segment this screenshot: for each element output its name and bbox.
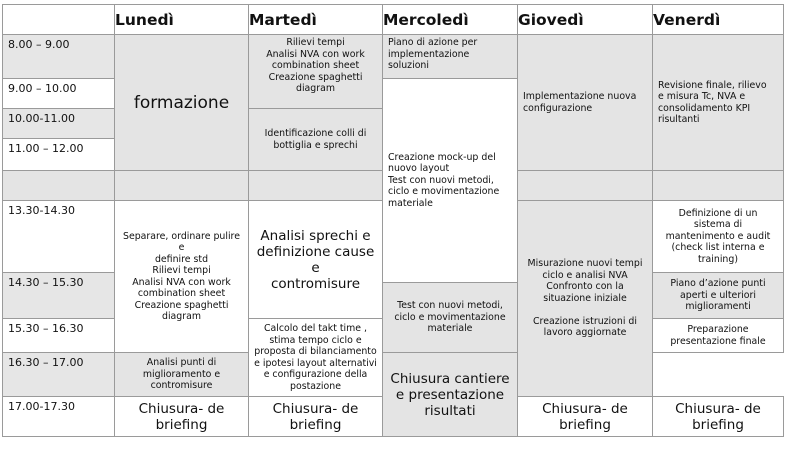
cell-text-line: Piano di azione per <box>388 37 478 48</box>
day-header-monday: Lunedì <box>115 5 249 35</box>
friday-closing-cell <box>383 353 518 437</box>
cell-text-line: risultanti <box>658 114 700 125</box>
friday-afternoon-2 <box>653 273 784 319</box>
cell-text-line: diagram <box>162 311 201 322</box>
time-slot: 15.30 – 16.30 <box>3 319 115 353</box>
monday-closing-cell <box>115 397 249 437</box>
tuesday-afternoon-2 <box>249 319 383 397</box>
cell-text-line: Analisi punti di <box>146 357 217 369</box>
day-header-wednesday: Mercoledì <box>383 5 518 35</box>
cell-text-line: Identificazione colli di <box>264 128 367 139</box>
time-slot: 8.00 – 9.00 <box>3 35 115 79</box>
time-slot: 14.30 – 15.30 <box>3 273 115 319</box>
cell-text-line: Creazione spaghetti <box>134 299 229 311</box>
cell-text-line: soluzioni <box>388 60 429 71</box>
monday-morning-cell: formazione <box>115 35 249 171</box>
cell-text-line: briefing <box>559 416 611 433</box>
cell-text-line: Separare, ordinare pulire e <box>123 230 240 253</box>
header-row <box>3 5 784 35</box>
cell-text-line: materiale <box>388 197 433 209</box>
break-time-slot <box>3 171 115 201</box>
time-slot: 10.00-11.00 <box>3 109 115 139</box>
cell-text-line: mantenimento e audit <box>665 230 771 242</box>
friday-break <box>653 171 784 201</box>
corner-cell <box>3 5 115 35</box>
cell-text-line: ciclo e movimentazione <box>388 186 500 198</box>
cell-text-line: Chiusura- de <box>675 400 761 417</box>
cell-text-line: Test con nuovi metodi, <box>388 174 494 186</box>
cell-text-line: Confronto con la <box>546 281 624 293</box>
wednesday-afternoon-2 <box>115 353 249 397</box>
table-row <box>3 353 784 397</box>
wednesday-closing-cell <box>518 397 653 437</box>
cell-text-line: Creazione spaghetti <box>268 71 363 83</box>
tuesday-break <box>249 171 383 201</box>
table-row <box>3 35 784 79</box>
thursday-afternoon-cell <box>518 201 653 397</box>
cell-text-line: materiale <box>427 323 473 335</box>
cell-text-line: briefing <box>289 416 342 433</box>
cell-text-line: e presentazione <box>395 386 505 403</box>
cell-text-line: miglioramento e <box>142 368 221 380</box>
cell-text-line: e configurazione della <box>263 369 368 380</box>
cell-text-line: Implementazione nuova <box>523 91 637 102</box>
cell-text-line: Calcolo del takt time , <box>263 323 368 334</box>
cell-text-line: nuovo layout <box>388 163 450 175</box>
monday-afternoon-cell <box>115 201 249 353</box>
thursday-break <box>518 171 653 201</box>
cell-text-line: (check list interna e <box>671 242 765 254</box>
cell-text-line: diagram <box>296 83 335 94</box>
friday-afternoon-3 <box>653 319 784 353</box>
monday-break <box>115 171 249 201</box>
cell-text-line: Rilievi tempi <box>152 265 211 276</box>
cell-text-line: proposta di bilanciamento <box>254 346 377 357</box>
time-slot: 9.00 – 10.00 <box>3 79 115 109</box>
day-header-friday: Venerdì <box>653 5 784 35</box>
wednesday-afternoon-1 <box>383 283 518 353</box>
cell-text-line: Rilievi tempi <box>286 37 345 48</box>
cell-text-line: Definizione di un <box>678 207 758 219</box>
wednesday-morning-1 <box>383 35 518 79</box>
cell-text-line: Piano d’azione punti <box>670 278 766 290</box>
cell-text-line: contromisure <box>270 275 361 292</box>
time-slot: 17.00-17.30 <box>3 397 115 437</box>
friday-morning-cell <box>653 35 784 171</box>
weekly-schedule-table <box>2 4 784 437</box>
time-slot: 16.30 – 17.00 <box>3 353 115 397</box>
tuesday-morning-1 <box>249 35 383 109</box>
cell-text-line: postazione <box>290 380 341 392</box>
thursday-closing-cell <box>653 397 784 437</box>
cell-text-line: presentazione finale <box>670 335 766 347</box>
cell-text-line: Analisi NVA con work <box>132 276 231 288</box>
cell-text-line: Analisi sprechi e <box>260 227 371 244</box>
cell-text-line: briefing <box>692 416 744 433</box>
cell-text-line: implementazione <box>388 48 470 60</box>
cell-text-line: Chiusura cantiere <box>390 370 510 387</box>
cell-text-line: Chiusura- de <box>272 400 359 417</box>
cell-text-line: risultati <box>424 402 476 419</box>
tuesday-closing-cell <box>249 397 383 437</box>
cell-text-line: contromisure <box>150 380 213 392</box>
time-slot: 13.30-14.30 <box>3 201 115 273</box>
cell-text-line: Creazione mock-up del <box>388 151 496 163</box>
cell-text-line: sistema di <box>693 219 743 231</box>
day-header-tuesday: Martedì <box>249 5 383 35</box>
cell-text-line: lavoro aggiornate <box>543 327 627 339</box>
cell-text-line: briefing <box>155 416 208 433</box>
friday-afternoon-1 <box>653 201 784 273</box>
cell-text-line: e misura Tc, NVA e <box>658 91 746 102</box>
cell-text-line: Creazione istruzioni di <box>533 315 637 327</box>
cell-text-line: bottiglia e sprechi <box>273 139 358 151</box>
time-slot: 11.00 – 12.00 <box>3 139 115 171</box>
cell-text-line: configurazione <box>523 102 593 114</box>
cell-text-line: stima tempo ciclo e <box>269 334 362 346</box>
day-header-thursday: Giovedì <box>518 5 653 35</box>
cell-text-line: definire std <box>154 253 209 265</box>
cell-text-line: Preparazione <box>687 324 749 335</box>
cell-text-line: Analisi NVA con work <box>266 48 365 60</box>
cell-text-line: Chiusura- de <box>138 400 225 417</box>
cell-text-line: definizione cause e <box>256 243 375 276</box>
cell-text-line: aperti e ulteriori <box>680 289 756 301</box>
cell-text-line: combination sheet <box>271 60 360 71</box>
cell-text-line: Chiusura- de <box>542 400 628 417</box>
wednesday-morning-2 <box>383 79 518 283</box>
cell-text-line: combination sheet <box>137 288 226 299</box>
thursday-morning-cell <box>518 35 653 171</box>
cell-text-line: ciclo e analisi NVA <box>542 269 628 281</box>
cell-text-line: miglioramenti <box>685 301 751 313</box>
cell-text-line: Misurazione nuovi tempi <box>527 258 643 270</box>
cell-text-line: Revisione finale, rilievo <box>658 79 767 91</box>
tuesday-afternoon-1 <box>249 201 383 319</box>
cell-text-line: consolidamento KPI <box>658 102 751 114</box>
cell-text-line: Test con nuovi metodi, <box>397 300 503 312</box>
cell-text-line: e ipotesi layout alternativi <box>254 357 377 369</box>
cell-text-line: situazione iniziale <box>543 292 627 304</box>
cell-text-line: training) <box>698 253 738 265</box>
cell-text-line <box>522 304 648 316</box>
tuesday-morning-2 <box>249 109 383 171</box>
cell-text-line: ciclo e movimentazione <box>394 311 506 323</box>
